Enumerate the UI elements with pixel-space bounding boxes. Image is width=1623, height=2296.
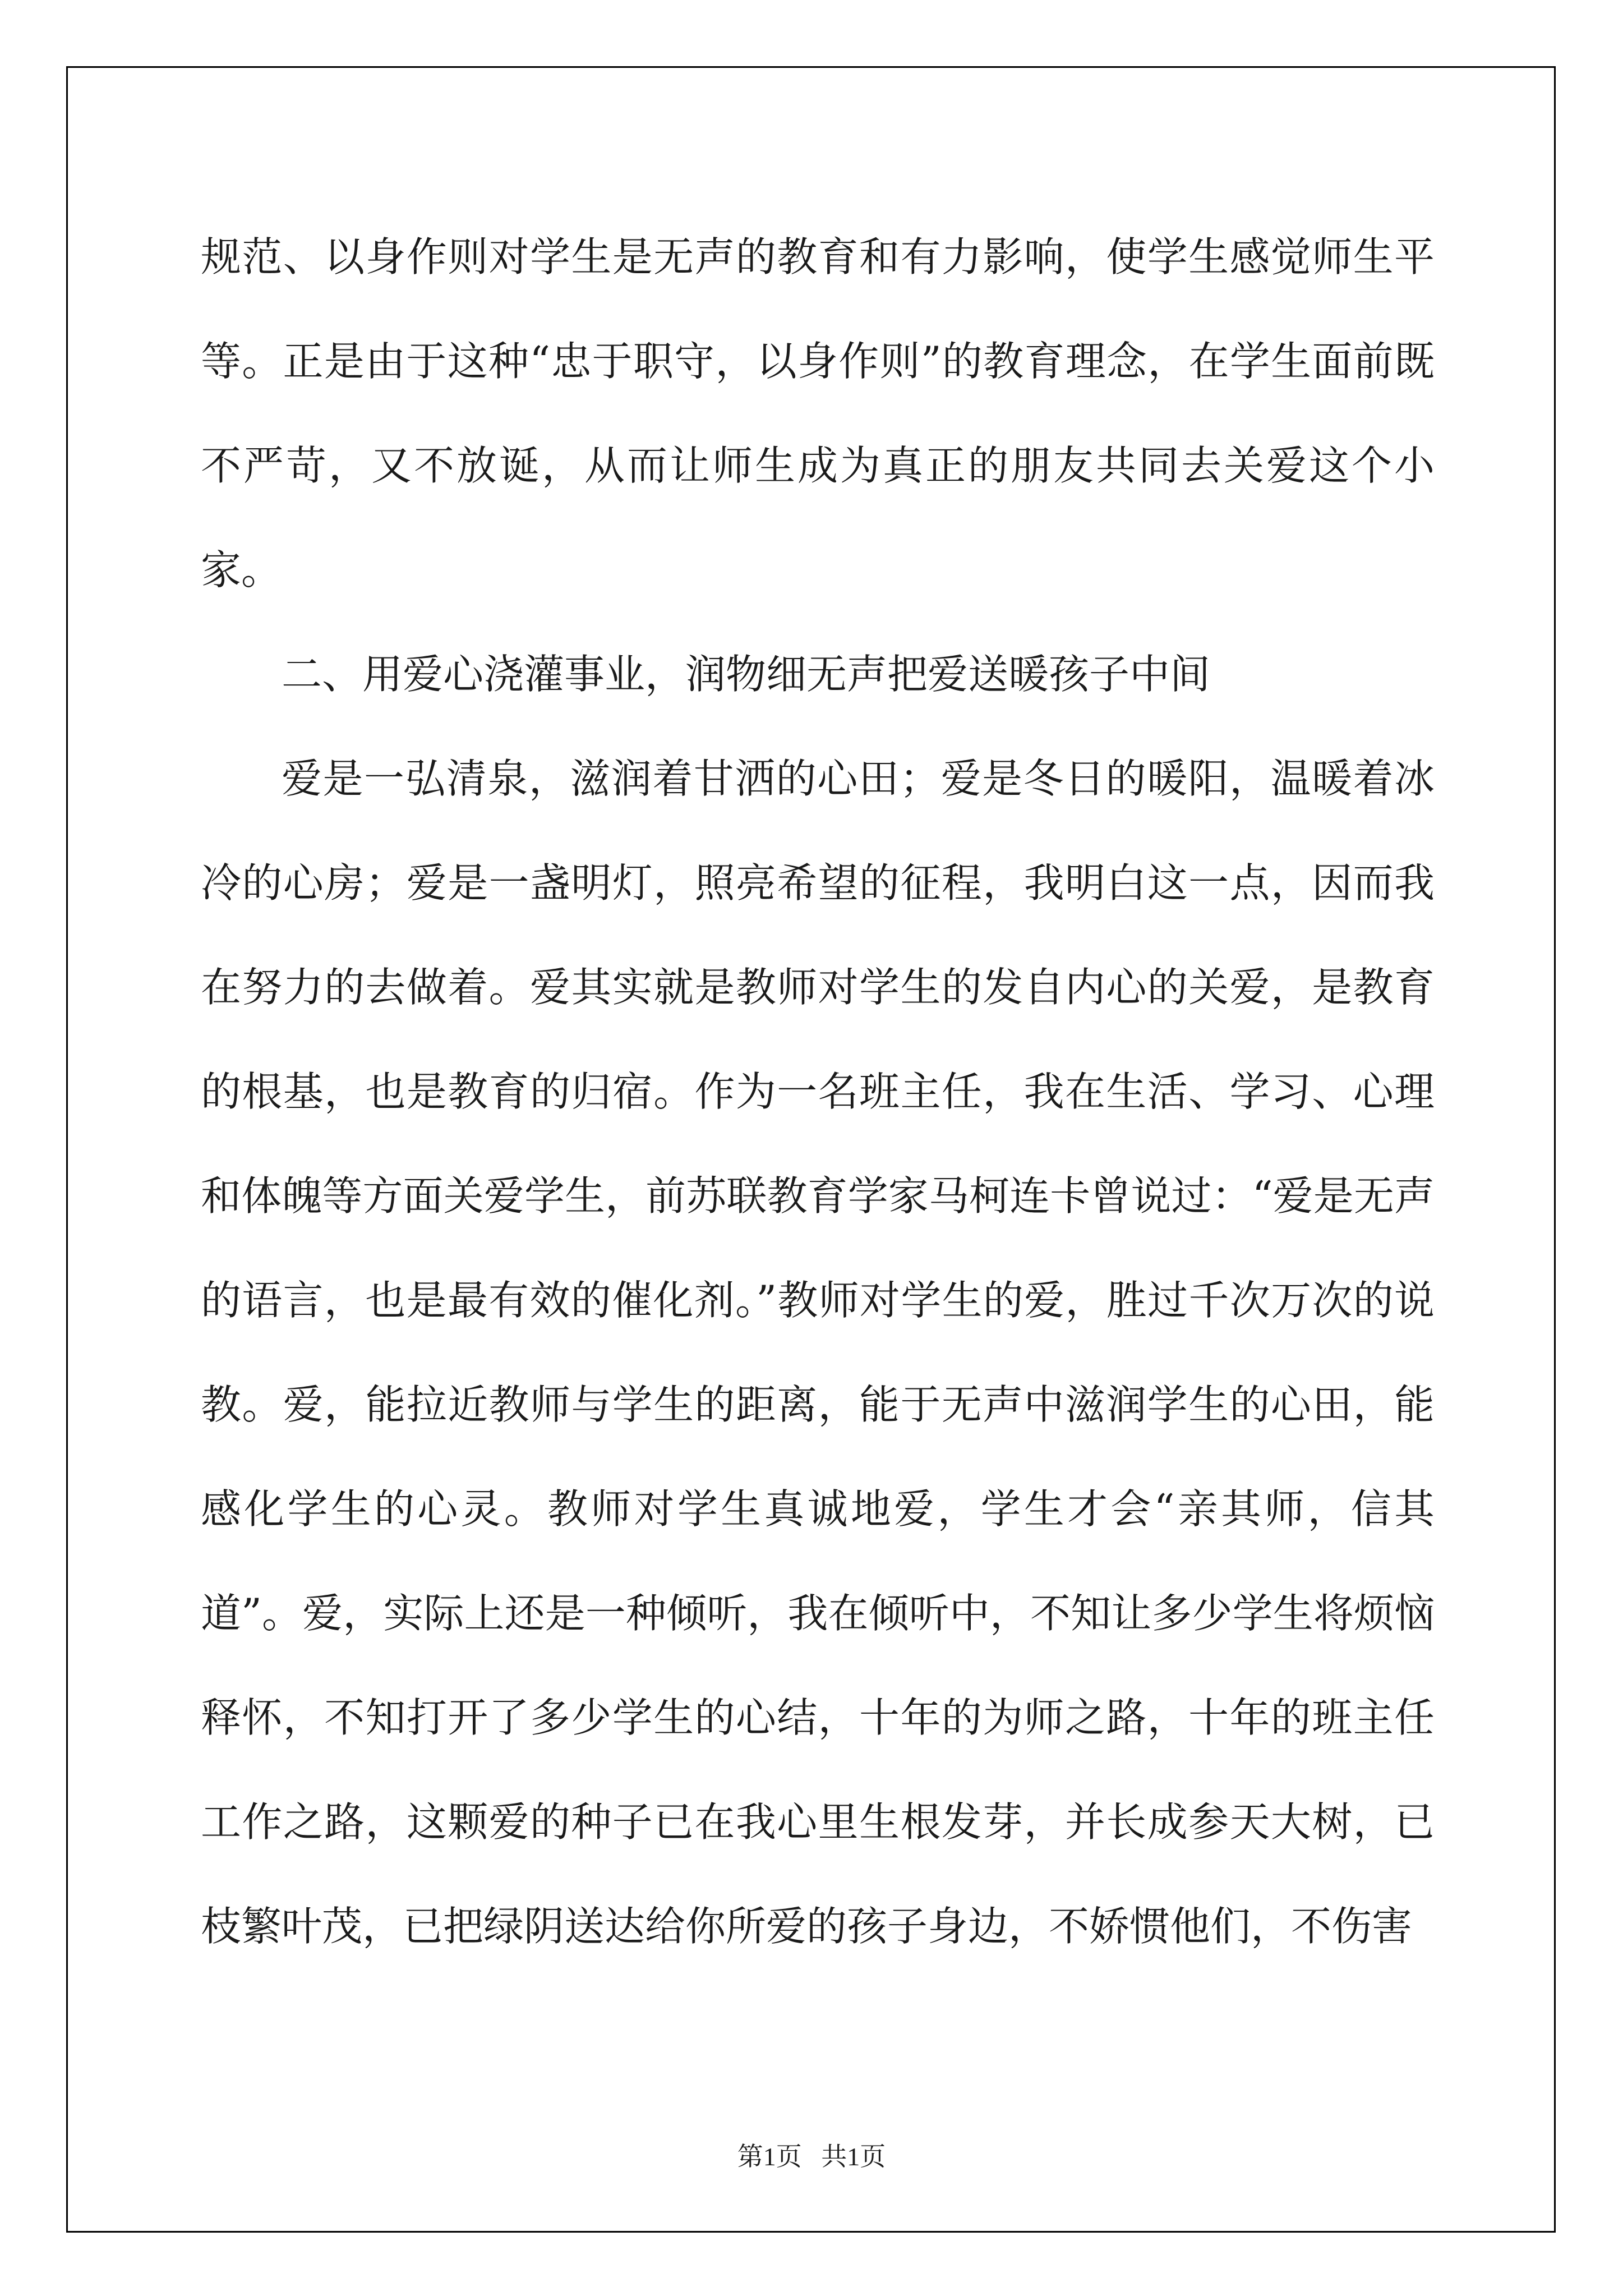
document-body <box>201 205 1435 1978</box>
section-heading-2: 二、用爱心浇灌事业，润物细无声把爱送暖孩子中间 <box>282 651 1211 698</box>
page-footer: 第1页 共1页 <box>737 2142 886 2171</box>
paragraph-3: 爱是一弘清泉，滋润着甘洒的心田；爱是冬日的暖阳，温暖着冰冷的心房；爱是一盏明灯，照亮希望的征程，我明白这一点，因而我在努力的去做着。爱其实就是教师对学生的发自内心的关爱，是教育的根基，也是教育的归宿。作为一名班主任，我在生活、学习、心理和体魄等方面关爱学生，前苏联教育学家马柯连卡曾说过：“爱是无声的语言，也是最有效的催化剂。”教师对学生的爱，胜过千次万次的说教。爱，能拉近教师与学生的距离，能于无声中滋润学生的心田，能感化学生的心灵。教师对学生真诚地爱，学生才会“亲其师，信其道”。爱，实际上还是一种倾听，我在倾听中，不知让多少学生将烦恼释怀，不知打开了多少学生的心结，十年的为师之路，十年的班主任工作之路，这颗爱的种子已在我心里生根发芽，并长成参天大树，已枝繁叶茂，已把绿阴送达给你所爱的孩子身边，不娇惯他们，不伤害 <box>201 755 1435 1950</box>
paragraph-1: 规范、以身作则对学生是无声的教育和有力影响，使学生感觉师生平等。正是由于这种“忠于职守，以身作则”的教育理念，在学生面前既不严苛，又不放诞，从而让师生成为真正的朋友共同去关爱这个小家。 <box>201 233 1435 593</box>
